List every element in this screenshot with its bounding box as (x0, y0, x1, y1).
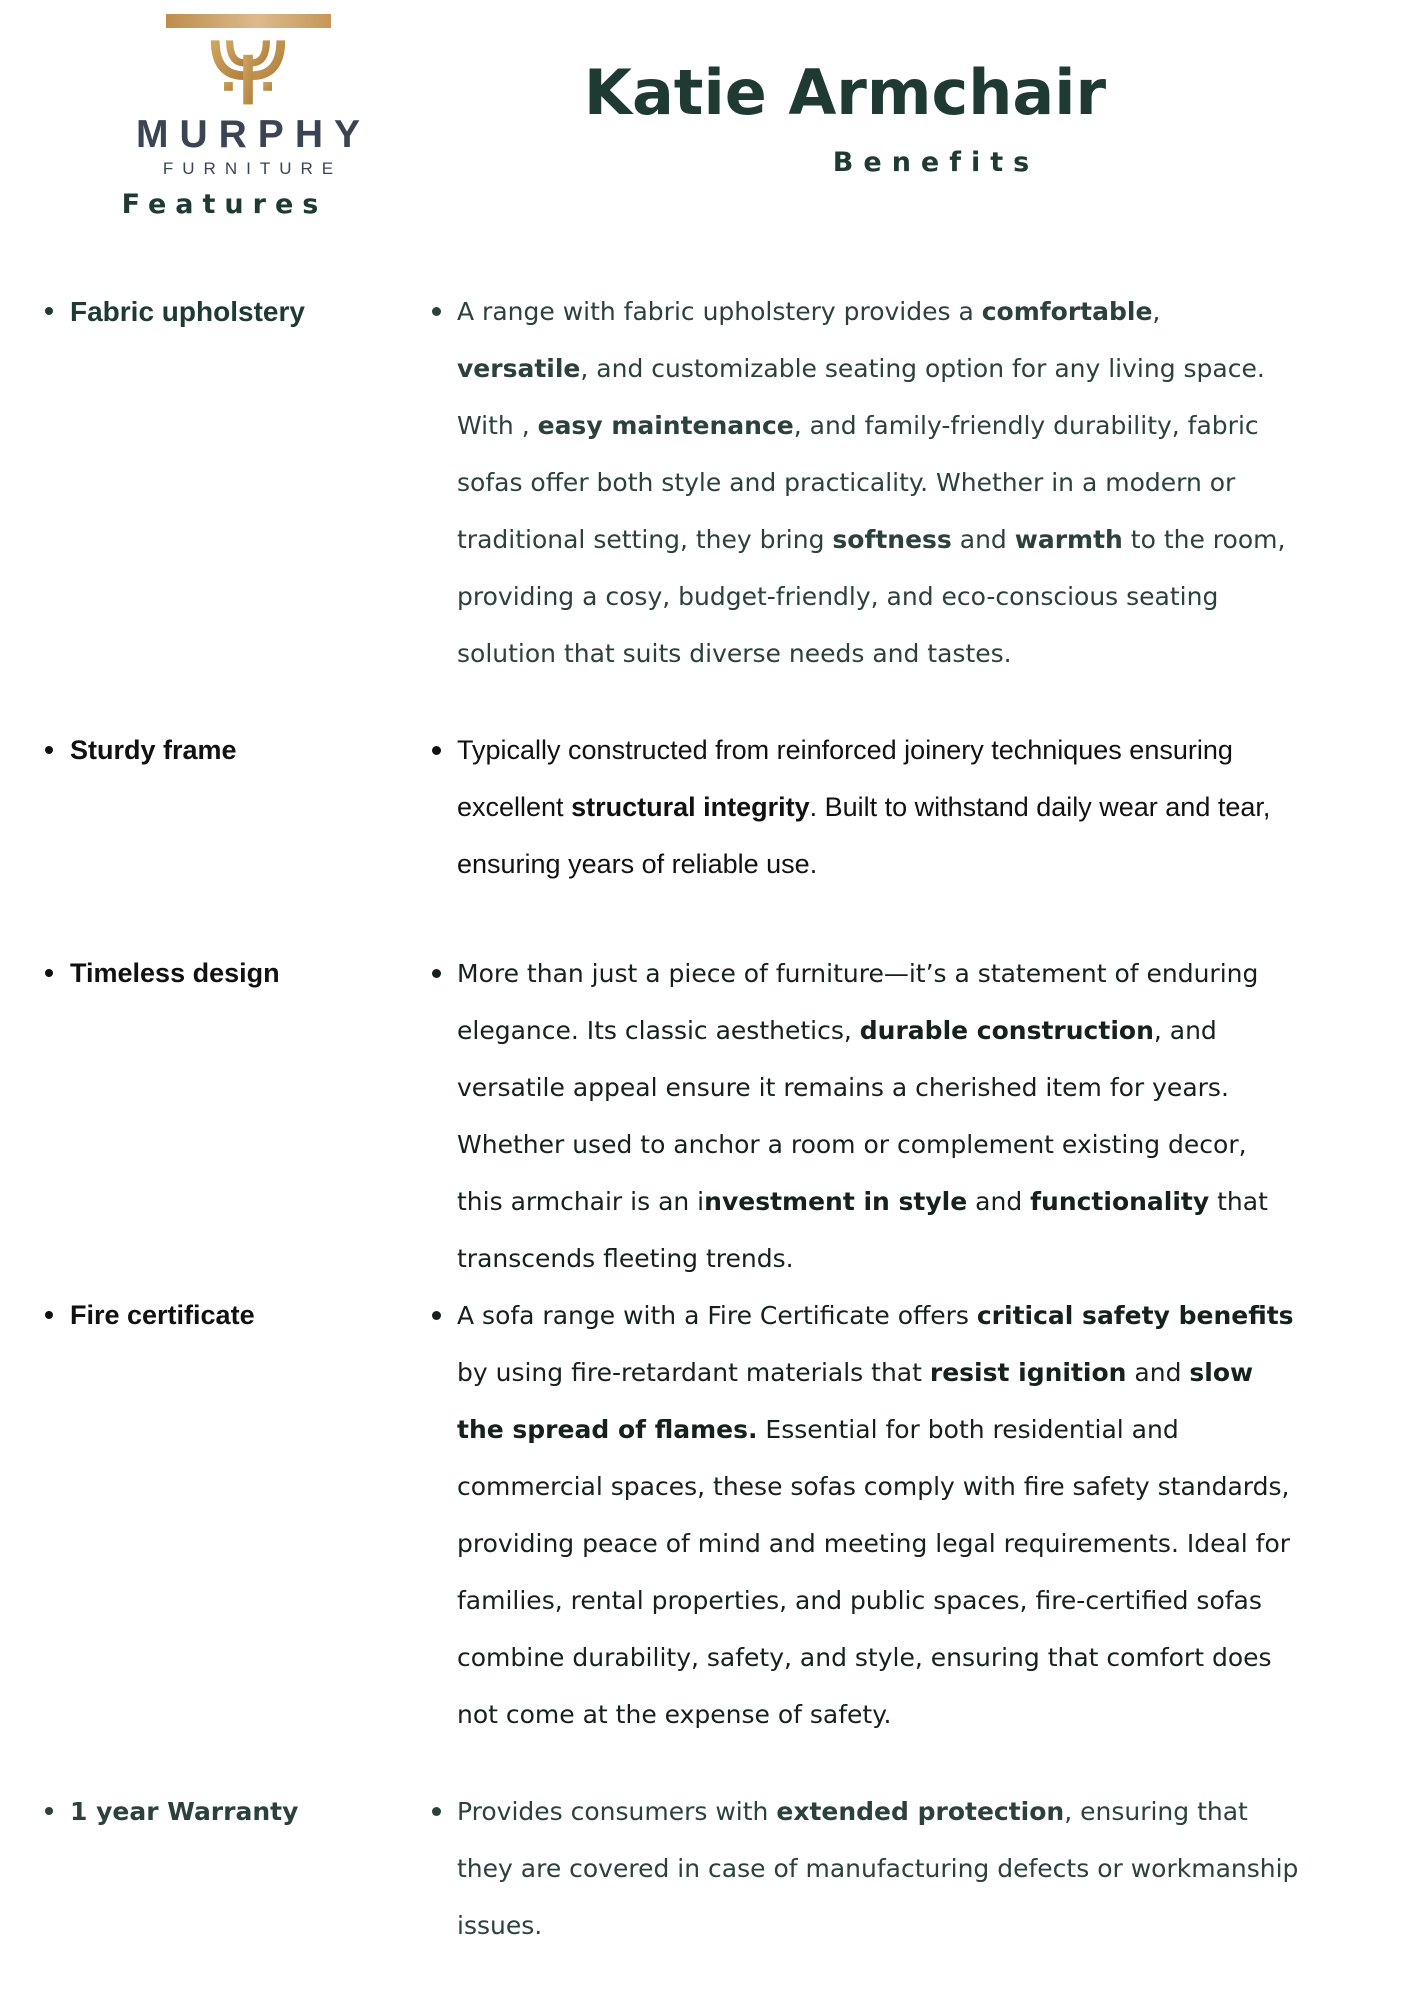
bullet-icon (45, 1311, 53, 1319)
page-title: Katie Armchair (583, 56, 1107, 129)
feature-cell (45, 283, 430, 682)
brand-name: MURPHY (135, 113, 371, 156)
feature-label: Timeless design (70, 958, 280, 988)
furniture-emblem-icon (117, 34, 379, 111)
benefit-text: A sofa range with a Fire Certificate offers critical safety benefits by using fire-retardant materials that resist ignition and slow the spread of flames. Essential for both residential and commercial spaces, these sofas comply with fire safety standards, providing peace of mind and meeting legal requirements. Ideal for families, rental properties, and public spaces, fire-certified sofas combine durability, safety, and style, ensuring that comfort does not come at the expense of safety. (457, 1301, 1294, 1729)
benefits-column-heading: Benefits (832, 147, 1040, 178)
bullet-icon (432, 1807, 441, 1816)
feature-benefit-row (45, 722, 1414, 893)
bullet-icon (432, 969, 441, 978)
benefit-text: A range with fabric upholstery provides a comfortable, versatile, and customizable seating option for any living space. With , easy maintenance, and family-friendly durability, fabric sofas offer both style and practicality. Whether in a modern or traditional setting, they bring softness and warmth to the room, providing a cosy, budget-friendly, and eco-conscious seating solution that suits diverse needs and tastes. (457, 297, 1286, 668)
bullet-icon (432, 307, 441, 316)
benefit-cell (430, 722, 1299, 893)
feature-benefit-row (45, 283, 1414, 682)
logo-top-bar (166, 14, 331, 28)
benefit-text: Typically constructed from reinforced joinery techniques ensuring excellent structural integrity. Built to withstand daily wear and tear, ensuring years of reliable use. (457, 735, 1271, 879)
sections (0, 283, 1414, 1954)
benefit-cell (430, 1783, 1299, 1954)
feature-label: Fire certificate (70, 1300, 255, 1330)
feature-cell (45, 1287, 430, 1743)
bullet-icon (432, 1311, 441, 1320)
benefit-text: More than just a piece of furniture—it’s a statement of enduring elegance. Its classic aesthetics, durable construction, and versatile appeal ensure it remains a cherished item for years. Whether used to anchor a room or complement existing decor, this armchair is an investment in style and functionality that transcends fleeting trends. (457, 959, 1268, 1273)
title-block (540, 56, 1150, 178)
bullet-icon (432, 746, 441, 755)
page-header (0, 0, 1414, 283)
feature-cell (45, 945, 430, 1287)
feature-benefit-row (45, 945, 1414, 1287)
feature-benefit-row (45, 1287, 1414, 1743)
bullet-icon (45, 307, 53, 315)
feature-label: Sturdy frame (70, 735, 237, 765)
feature-cell (45, 722, 430, 893)
benefit-cell (430, 1287, 1299, 1743)
bullet-icon (45, 746, 53, 754)
bullet-icon (45, 1807, 53, 1815)
benefit-cell (430, 945, 1299, 1287)
murphy-logo (117, 14, 379, 220)
features-column-heading: Features (121, 189, 328, 220)
benefit-cell (430, 283, 1299, 682)
feature-label: 1 year Warranty (70, 1797, 299, 1826)
bullet-icon (45, 969, 53, 977)
benefit-text: Provides consumers with extended protection, ensuring that they are covered in case of manufacturing defects or workmanship issues. (457, 1797, 1299, 1940)
feature-cell (45, 1783, 430, 1954)
feature-label: Fabric upholstery (70, 296, 305, 327)
brand-subtitle: FURNITURE (162, 159, 343, 178)
feature-benefit-row (45, 1783, 1414, 1954)
